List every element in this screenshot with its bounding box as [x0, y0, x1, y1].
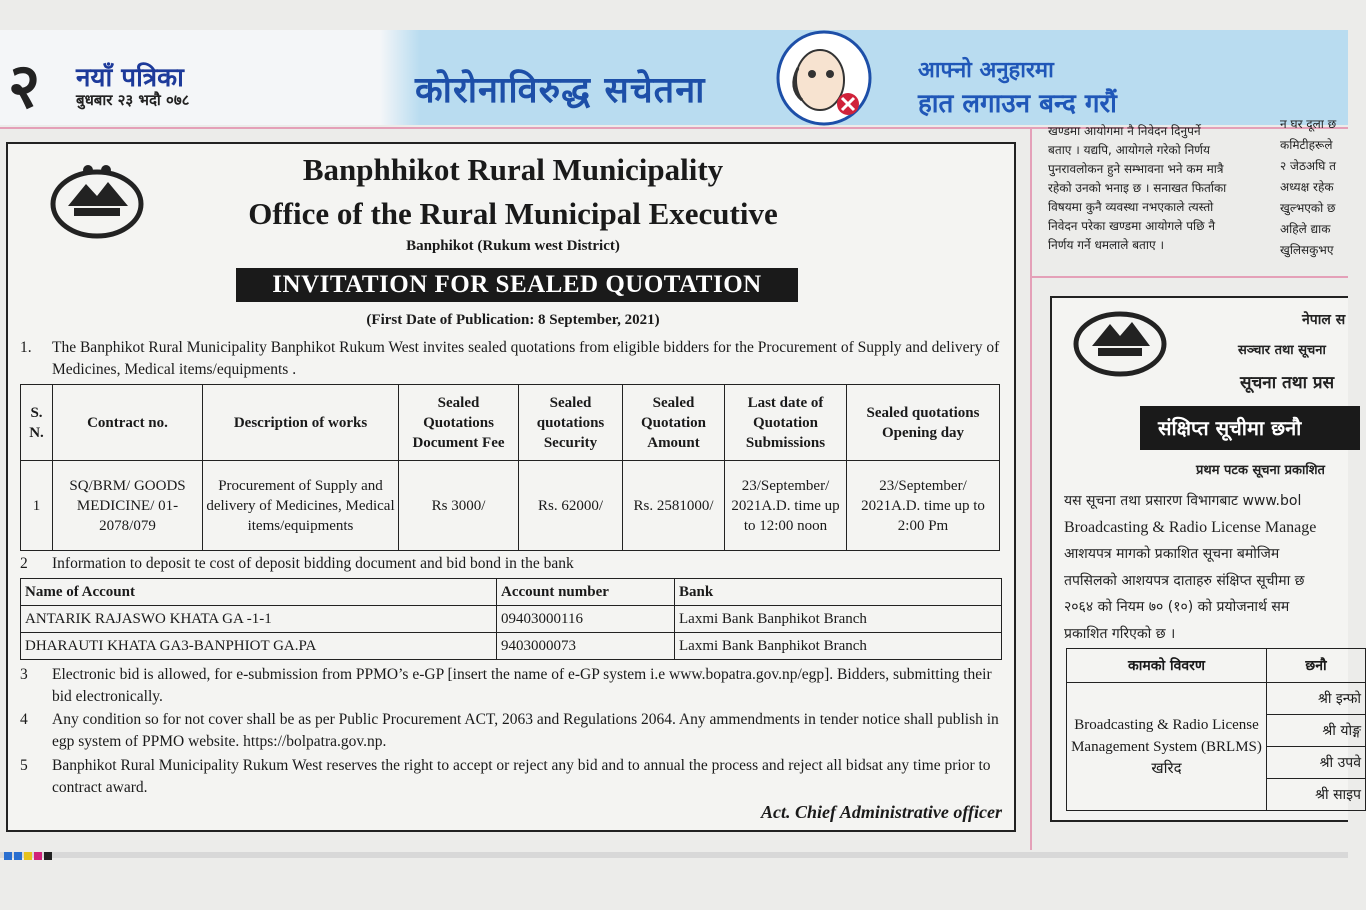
item-number: 1. — [20, 339, 32, 356]
column-header: छनौ — [1267, 649, 1366, 683]
column-header: Sealed Quotation Amount — [623, 385, 725, 461]
table-cell: Procurement of Supply and delivery of Medicines, Medical items/equipments — [203, 461, 399, 551]
table-row — [21, 461, 1000, 551]
news-line: रहेको उनको भनाइ छ । सनाखत फिर्ताका — [1048, 181, 1227, 195]
notice-item — [20, 709, 1010, 752]
item-text: Banphikot Rural Municipality Rukum West reserves the right to accept or reject any bid and to annual the process and reject all bidsat any time prior to contract award. — [52, 757, 991, 796]
column-header: Sealed Quotations Document Fee — [399, 385, 519, 461]
column-rule-vertical — [1030, 128, 1032, 850]
notice-location: Banphikot (Rukum west District) — [406, 238, 620, 254]
item-text: Electronic bid is allowed, for e-submission from PPMO’s e-GP [insert the name of e-GP system i.e www.bopatra.gov.np/egp]. Bidders, submitting their bid electronically. — [52, 666, 992, 705]
page-number: २ — [8, 49, 41, 122]
column-header: Sealed quotations Opening day — [847, 385, 1000, 461]
quotation-table — [20, 384, 1000, 551]
item-text: Information to deposit te cost of deposit bidding document and bid bond in the bank — [52, 555, 574, 572]
news-line: अध्यक्ष रहेक — [1280, 180, 1334, 194]
news-line: निर्णय गर्ने धमलाले बताए । — [1048, 238, 1164, 252]
signatory: Act. Chief Administrative officer — [761, 802, 1002, 822]
color-swatch — [34, 852, 42, 860]
campaign-line-2: हात लगाउन बन्द गरौं — [918, 89, 1117, 119]
ministry-name: नेपाल स — [1302, 312, 1346, 328]
table-cell: श्री योङ्ग — [1267, 715, 1366, 747]
table-cell: श्री इन्फो — [1267, 683, 1366, 715]
item-number: 4 — [20, 711, 28, 728]
body-line: यस सूचना तथा प्रसारण विभागबाट www.bol — [1064, 493, 1302, 509]
item-text: Any condition so for not cover shall be as per Public Procurement ACT, 2063 and Regulations 2064. Any ammendments in tender notice shall publish in egp system of PPMO website. https://bolpatra.gov.np. — [52, 711, 999, 750]
column-rule-right — [1032, 276, 1348, 278]
table-cell: Laxmi Bank Banphikot Branch — [675, 633, 1002, 660]
table-cell: DHARAUTI KHATA GA3-BANPHIOT GA.PA — [21, 633, 497, 660]
news-line: पुनरावलोकन हुने सम्भावना भने कम मात्रै — [1048, 162, 1224, 176]
table-cell: SQ/BRM/ GOODS MEDICINE/ 01-2078/079 — [53, 461, 203, 551]
body-line: प्रकाशित गरिएको छ । — [1064, 625, 1176, 642]
news-line: कमिटीहरूले — [1280, 138, 1333, 152]
notice-banner: INVITATION FOR SEALED QUOTATION — [236, 268, 798, 302]
news-line: निवेदन परेका खण्डमा आयोगले पछि नै — [1048, 219, 1216, 233]
news-line: २ जेठअघि त — [1280, 159, 1336, 173]
column-header: Last date of Quotation Submissions — [725, 385, 847, 461]
publication-name: नयाँ पत्रिका — [76, 63, 184, 93]
no-touch-face-icon — [768, 28, 880, 128]
notice-item — [20, 337, 1010, 380]
adjacent-notice-banner: संक्षिप्त सूचीमा छनौ — [1140, 406, 1360, 450]
table-cell: श्री उपवे — [1267, 747, 1366, 779]
column-header: S. N. — [21, 385, 53, 461]
publication-date-line: (First Date of Publication: 8 September, 2021) — [366, 312, 660, 328]
publication-date: बुधबार २३ भदौ ०७८ — [76, 91, 190, 109]
notice-item — [20, 553, 1010, 575]
ministry-subtitle: सञ्चार तथा सूचना — [1238, 343, 1326, 358]
news-line: खुल्भएको छ — [1280, 201, 1336, 215]
body-line: २०६४ को नियम ७० (१०) को प्रयोजनार्थ सम — [1064, 599, 1290, 615]
column-header: कामको विवरण — [1067, 649, 1267, 683]
adjacent-notice-body — [1064, 488, 1364, 647]
item-number: 2 — [20, 555, 28, 572]
table-header-row — [21, 579, 1002, 606]
column-header: Contract no. — [53, 385, 203, 461]
column-header: Description of works — [203, 385, 399, 461]
notice-item — [20, 755, 1010, 798]
campaign-line-1: आफ्नो अनुहारमा — [918, 58, 1054, 83]
table-cell: 23/September/ 2021A.D. time up to 12:00 noon — [725, 461, 847, 551]
tender-notice — [6, 142, 1016, 832]
notice-item — [20, 664, 1010, 707]
table-cell: श्री साइप — [1267, 779, 1366, 811]
adjacent-notice — [1050, 296, 1361, 822]
body-line: आशयपत्र मागको प्रकाशित सूचना बमोजिम — [1064, 546, 1280, 562]
column-header: Account number — [497, 579, 675, 606]
table-cell: Rs. 62000/ — [519, 461, 623, 551]
print-strip — [0, 852, 1348, 858]
item-text: The Banphikot Rural Municipality Banphikot Rukum West invites sealed quotations from eligible bidders for the Procurement of Supply and delivery of Medicines, Medical items/equipments . — [52, 339, 1000, 378]
column-header: Sealed quotations Security — [519, 385, 623, 461]
table-row — [1067, 683, 1366, 715]
table-cell: Rs. 2581000/ — [623, 461, 725, 551]
news-line: खण्डमा आयोगमा नै निवेदन दिनुपर्ने — [1048, 124, 1201, 138]
color-swatch — [44, 852, 52, 860]
shortlist-table — [1066, 648, 1366, 811]
table-cell: Laxmi Bank Banphikot Branch — [675, 606, 1002, 633]
table-cell: Broadcasting & Radio License Management System (BRLMS) खरिद — [1067, 683, 1267, 811]
body-line: Broadcasting & Radio License Manage — [1064, 518, 1317, 536]
color-swatch — [14, 852, 22, 860]
table-header-row — [21, 385, 1000, 461]
table-cell: 09403000116 — [497, 606, 675, 633]
table-cell: Rs 3000/ — [399, 461, 519, 551]
column-header: Name of Account — [21, 579, 497, 606]
color-swatch — [4, 852, 12, 860]
column-header: Bank — [675, 579, 1002, 606]
table-cell: 1 — [21, 461, 53, 551]
government-emblem-icon — [1070, 302, 1170, 378]
color-swatch — [24, 852, 32, 860]
item-number: 5 — [20, 757, 28, 774]
notice-subtitle: Office of the Rural Municipal Executive — [248, 196, 778, 231]
news-article-side-text — [1280, 114, 1348, 261]
bank-account-table — [20, 578, 1002, 660]
campaign-title: कोरोनाविरुद्ध सचेतना — [415, 70, 706, 111]
notice-title: Banphhikot Rural Municipality — [302, 152, 724, 187]
table-row — [21, 606, 1002, 633]
news-line: बताए । यद्यपि, आयोगले गरेको निर्णय — [1048, 143, 1210, 157]
table-header-row — [1067, 649, 1366, 683]
table-row — [21, 633, 1002, 660]
table-cell: ANTARIK RAJASWO KHATA GA -1-1 — [21, 606, 497, 633]
item-number: 3 — [20, 666, 28, 683]
news-line: विषयमा कुनै व्यवस्था नभएकाले त्यस्तो — [1048, 200, 1214, 214]
news-article-text — [1048, 122, 1270, 255]
department-name: सूचना तथा प्रस — [1240, 373, 1335, 393]
news-line: अहिले द्याक — [1280, 222, 1331, 236]
table-cell: 9403000073 — [497, 633, 675, 660]
body-line: तपसिलको आशयपत्र दाताहरु संक्षिप्त सूचीमा छ — [1064, 572, 1305, 589]
news-line: न घर दूला छ — [1280, 117, 1337, 131]
first-publication-line: प्रथम पटक सूचना प्रकाशित — [1196, 463, 1325, 478]
news-line: खुलिसकुभए — [1280, 243, 1334, 257]
table-cell: 23/September/ 2021A.D. time up to 2:00 Pm — [847, 461, 1000, 551]
